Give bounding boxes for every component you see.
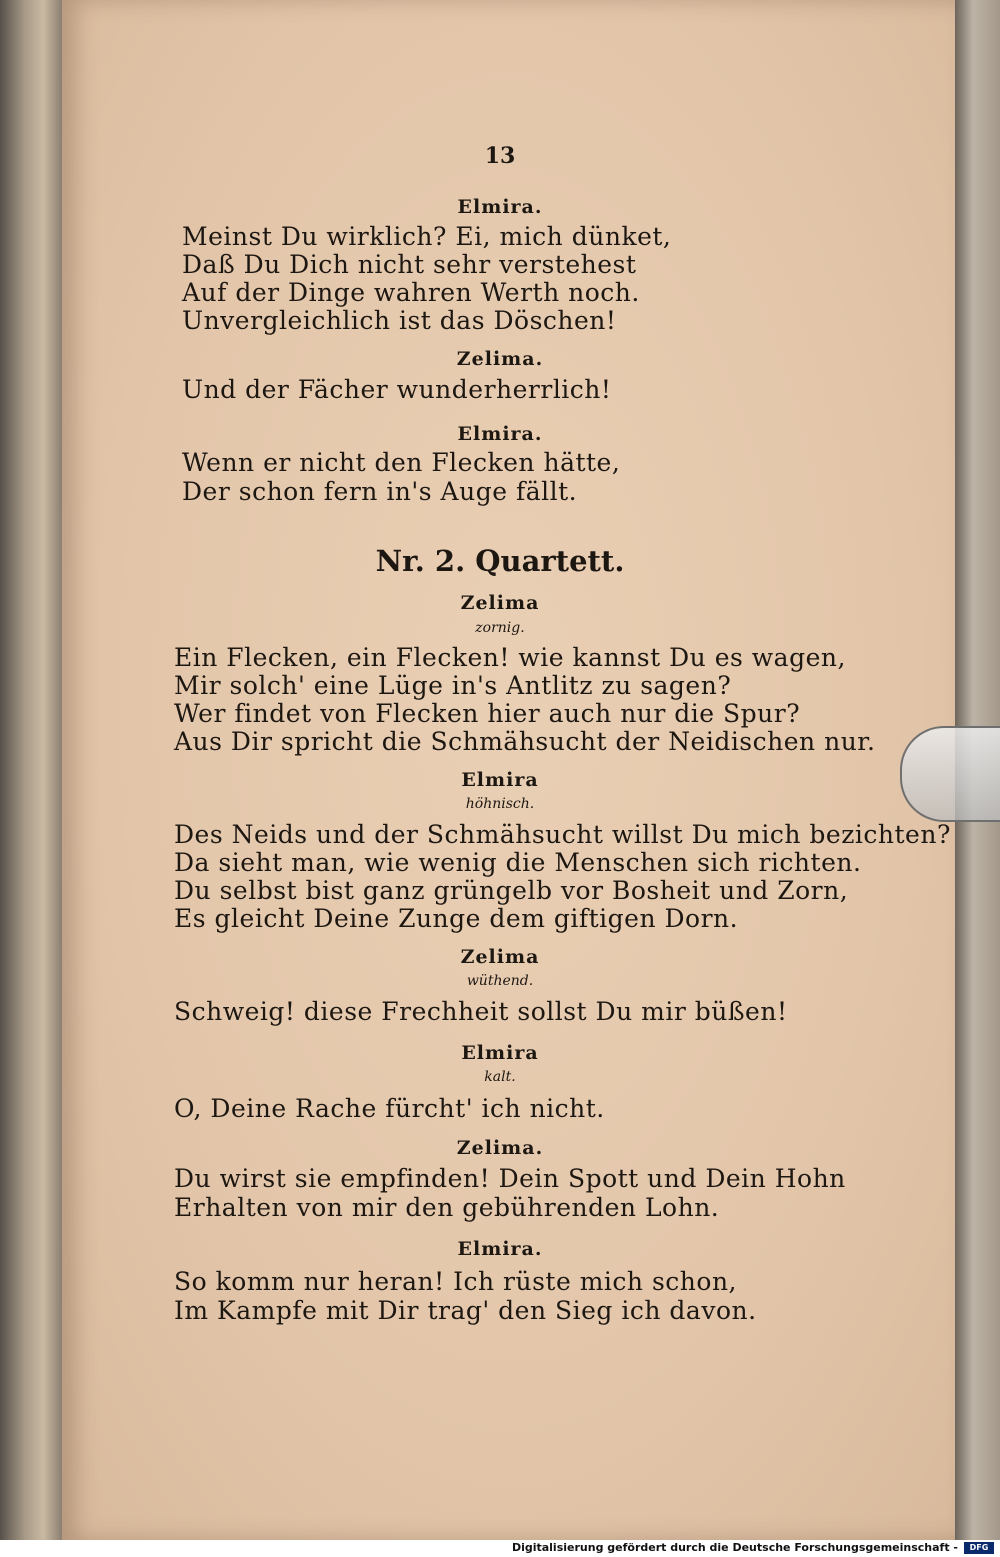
verse-line: Da sieht man, wie wenig die Menschen sich richten. [174, 848, 862, 877]
dfg-logo-icon: DFG [964, 1542, 994, 1554]
footer-bar [0, 1540, 1000, 1557]
verse-line: Mir solch' eine Lüge in's Antlitz zu sagen? [174, 671, 732, 700]
speaker-label: Elmira [461, 1042, 539, 1064]
stage-direction: kalt. [484, 1069, 516, 1085]
verse-line: Du selbst bist ganz grüngelb vor Bosheit und Zorn, [174, 876, 849, 905]
verse-line: Daß Du Dich nicht sehr verstehest [182, 250, 637, 279]
verse-line: Schweig! diese Frechheit sollst Du mir büßen! [174, 997, 788, 1026]
book-page [62, 0, 955, 1540]
verse-line: Aus Dir spricht die Schmähsucht der Neidischen nur. [174, 727, 876, 756]
verse-line: Ein Flecken, ein Flecken! wie kannst Du es wagen, [174, 643, 846, 672]
speaker-label: Elmira. [457, 196, 543, 218]
stage-direction: höhnisch. [465, 796, 535, 812]
verse-line: Im Kampfe mit Dir trag' den Sieg ich davon. [174, 1296, 757, 1325]
verse-line: Du wirst sie empfinden! Dein Spott und Dein Hohn [174, 1164, 846, 1193]
section-heading: Nr. 2. Quartett. [375, 544, 625, 578]
speaker-label: Zelima. [456, 1137, 544, 1159]
stage-direction: wüthend. [466, 973, 534, 989]
page-number: 13 [484, 143, 516, 169]
verse-line: Des Neids und der Schmähsucht willst Du mich bezichten? [174, 820, 951, 849]
verse-line: Erhalten von mir den gebührenden Lohn. [174, 1193, 720, 1222]
verse-line: O, Deine Rache fürcht' ich nicht. [174, 1094, 605, 1123]
speaker-label: Elmira [461, 769, 539, 791]
stage-direction: zornig. [475, 620, 525, 636]
book-cover-left [0, 0, 62, 1540]
speaker-label: Elmira. [457, 1238, 543, 1260]
verse-line: Unvergleichlich ist das Döschen! [182, 306, 617, 335]
speaker-label: Zelima [460, 592, 540, 614]
verse-line: Es gleicht Deine Zunge dem giftigen Dorn. [174, 904, 739, 933]
verse-line: Meinst Du wirklich? Ei, mich dünket, [182, 222, 672, 251]
verse-line: Wenn er nicht den Flecken hätte, [182, 448, 621, 477]
verse-line: Wer findet von Flecken hier auch nur die Spur? [174, 699, 801, 728]
speaker-label: Elmira. [457, 423, 543, 445]
verse-line: So komm nur heran! Ich rüste mich schon, [174, 1267, 738, 1296]
verse-line: Und der Fächer wunderherrlich! [182, 375, 612, 404]
speaker-label: Zelima [460, 946, 540, 968]
footer-credit: Digitalisierung gefördert durch die Deutsche Forschungsgemeinschaft - [511, 1541, 958, 1554]
verse-line: Der schon fern in's Auge fällt. [182, 477, 578, 506]
verse-line: Auf der Dinge wahren Werth noch. [182, 278, 640, 307]
plastic-clip [900, 726, 1000, 822]
speaker-label: Zelima. [456, 348, 544, 370]
